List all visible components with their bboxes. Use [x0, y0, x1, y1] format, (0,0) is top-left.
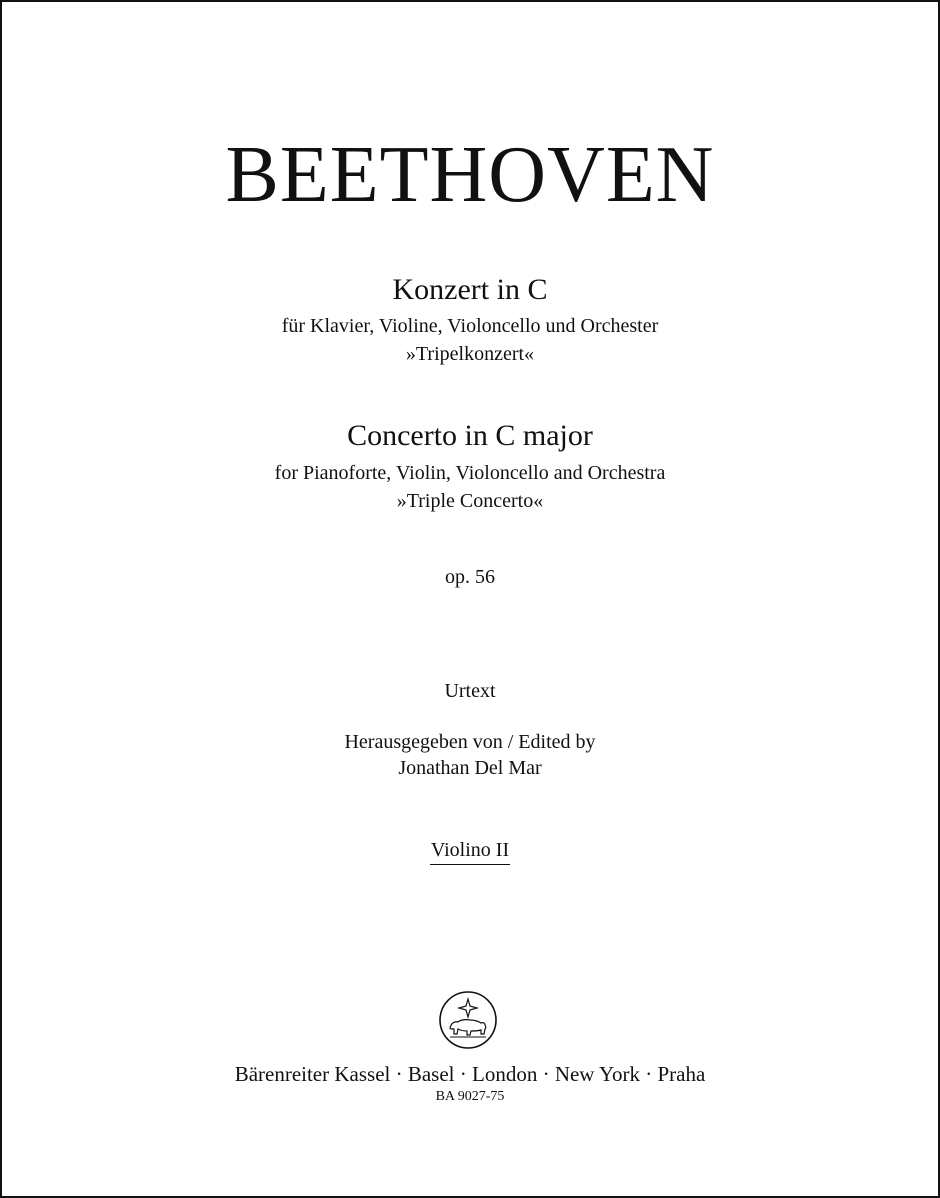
editor-credit: Herausgegeben von / Edited by: [344, 731, 596, 753]
german-title: Konzert in C: [392, 273, 548, 306]
german-instrumentation: für Klavier, Violine, Violoncello und Orchester: [281, 315, 659, 337]
german-nickname: »Tripelkonzert«: [405, 343, 535, 365]
english-instrumentation: for Pianoforte, Violin, Violoncello and Orchestra: [274, 462, 666, 484]
english-nickname: »Triple Concerto«: [396, 490, 544, 512]
opus-number: op. 56: [445, 566, 495, 588]
part-label: Violino II: [430, 838, 510, 865]
catalog-number: BA 9027-75: [435, 1089, 505, 1104]
bear-star-logo-icon: [438, 990, 498, 1050]
composer-name: BEETHOVEN: [225, 131, 715, 219]
edition-label: Urtext: [444, 680, 496, 702]
editor-name: Jonathan Del Mar: [398, 757, 542, 779]
publisher-line: Bärenreiter Kassel · Basel · London · New York · Praha: [234, 1062, 706, 1086]
baerenreiter-logo-icon: [438, 990, 498, 1050]
english-title: Concerto in C major: [347, 419, 593, 452]
part-label-wrapper: [2, 838, 938, 865]
